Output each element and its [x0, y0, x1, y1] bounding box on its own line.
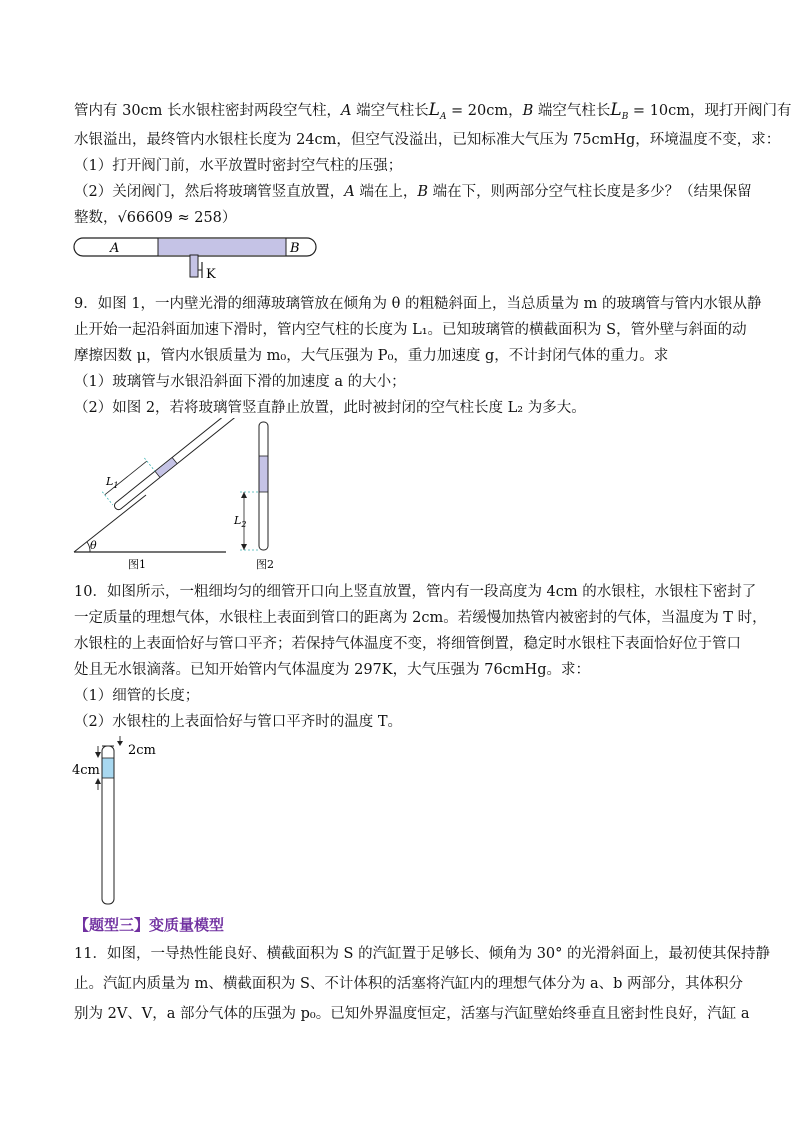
q10-subq1: （1）细管的长度；	[74, 688, 200, 704]
q8-subq2-line2: 整数，√66609 ≈ 258）	[74, 210, 237, 226]
q8-mercury	[158, 239, 286, 255]
q10-line4: 处且无水银滴落。已知开始管内气体温度为 297K，大气压强为 76cmHg。求：	[74, 662, 590, 678]
q8-subq2: （2）关闭阀门，然后将玻璃管竖直放置，A 端在上，B 端在下，则两部分空气柱长度是多少？（结果保留	[74, 184, 752, 200]
fig1-caption: 图1	[128, 558, 146, 571]
section-heading: 【题型三】变质量模型	[74, 916, 225, 934]
fig2-mercury	[260, 456, 268, 492]
q9-line1: 9．如图 1，一内壁光滑的细薄玻璃管放在倾角为 θ 的粗糙斜面上，当总质量为 m 的玻璃管与管内水银从静	[74, 296, 762, 312]
L2-label: $L_2$	[234, 514, 247, 529]
q10-subq2: （2）水银柱的上表面恰好与管口平齐时的温度 T。	[74, 714, 403, 730]
L1-label: $L_1$	[106, 475, 119, 490]
q11-line2: 止。汽缸内质量为 m、横截面积为 S、不计体积的活塞将汽缸内的理想气体分为 a、b 两部分，其体积分	[74, 976, 744, 992]
q10-mercury	[103, 758, 114, 778]
incline-slope	[74, 495, 146, 552]
q9-subq1: （1）玻璃管与水银沿斜面下滑的加速度 a 的大小；	[74, 374, 406, 390]
q8-label-K: K	[206, 267, 216, 282]
q8-label-B: B	[290, 241, 300, 256]
q8-line2: 水银溢出，最终管内水银柱长度为 24cm，但空气没溢出，已知标准大气压为 75cmHg，环境温度不变，求：	[74, 132, 781, 148]
q10-figure	[70, 732, 180, 912]
fig1-tube	[113, 418, 243, 511]
q8-subq1: （1）打开阀门前，水平放置时密封空气柱的压强；	[74, 158, 403, 174]
q10-label-4cm: 4cm	[72, 763, 100, 778]
q8-valve-stem	[190, 255, 198, 277]
q8-tube-figure	[70, 232, 330, 284]
q11-line1: 11．如图，一导热性能良好、横截面积为 S 的汽缸置于足够长、倾角为 30° 的光滑斜面上，最初使其保持静	[74, 946, 771, 962]
fig2-caption: 图2	[256, 558, 274, 571]
q10-line1: 10．如图所示，一粗细均匀的细管开口向上竖直放置，管内有一段高度为 4cm 的水银柱，水银柱下密封了	[74, 584, 757, 600]
q10-line2: 一定质量的理想气体，水银柱上表面到管口的距离为 2cm。若缓慢加热管内被密封的气体，当温度为 T 时，	[74, 610, 767, 626]
q9-line2: 止开始一起沿斜面加速下滑时，管内空气柱的长度为 L₁。已知玻璃管的横截面积为 S，管外壁与斜面的动	[74, 322, 747, 338]
q8-intro-line: 管内有 30cm 长水银柱密封两段空气柱，A 端空气柱长$L_A = 20cm$，B 端空气柱长$L_B = 10cm$，现打开阀门有	[74, 100, 792, 122]
q10-label-2cm: 2cm	[128, 743, 156, 758]
q8-label-A: A	[110, 241, 120, 256]
q9-figures	[66, 418, 306, 574]
fig1-mercury	[155, 458, 177, 477]
q9-figure2	[233, 422, 274, 571]
q10-line3: 水银柱的上表面恰好与管口平齐；若保持气体温度不变，将细管倒置，稳定时水银柱下表面恰好位于管口	[74, 636, 741, 652]
q9-line3: 摩擦因数 μ，管内水银质量为 m₀，大气压强为 P₀，重力加速度 g，不计封闭气体的重力。求	[74, 348, 669, 364]
q9-subq2: （2）如图 2，若将玻璃管竖直静止放置，此时被封闭的空气柱长度 L₂ 为多大。	[74, 400, 586, 416]
q11-line3: 别为 2V、V，a 部分气体的压强为 p₀。已知外界温度恒定，活塞与汽缸壁始终垂直且密封性良好，汽缸 a	[74, 1006, 750, 1022]
q9-figure1	[74, 418, 243, 571]
theta-label: θ	[90, 539, 97, 552]
